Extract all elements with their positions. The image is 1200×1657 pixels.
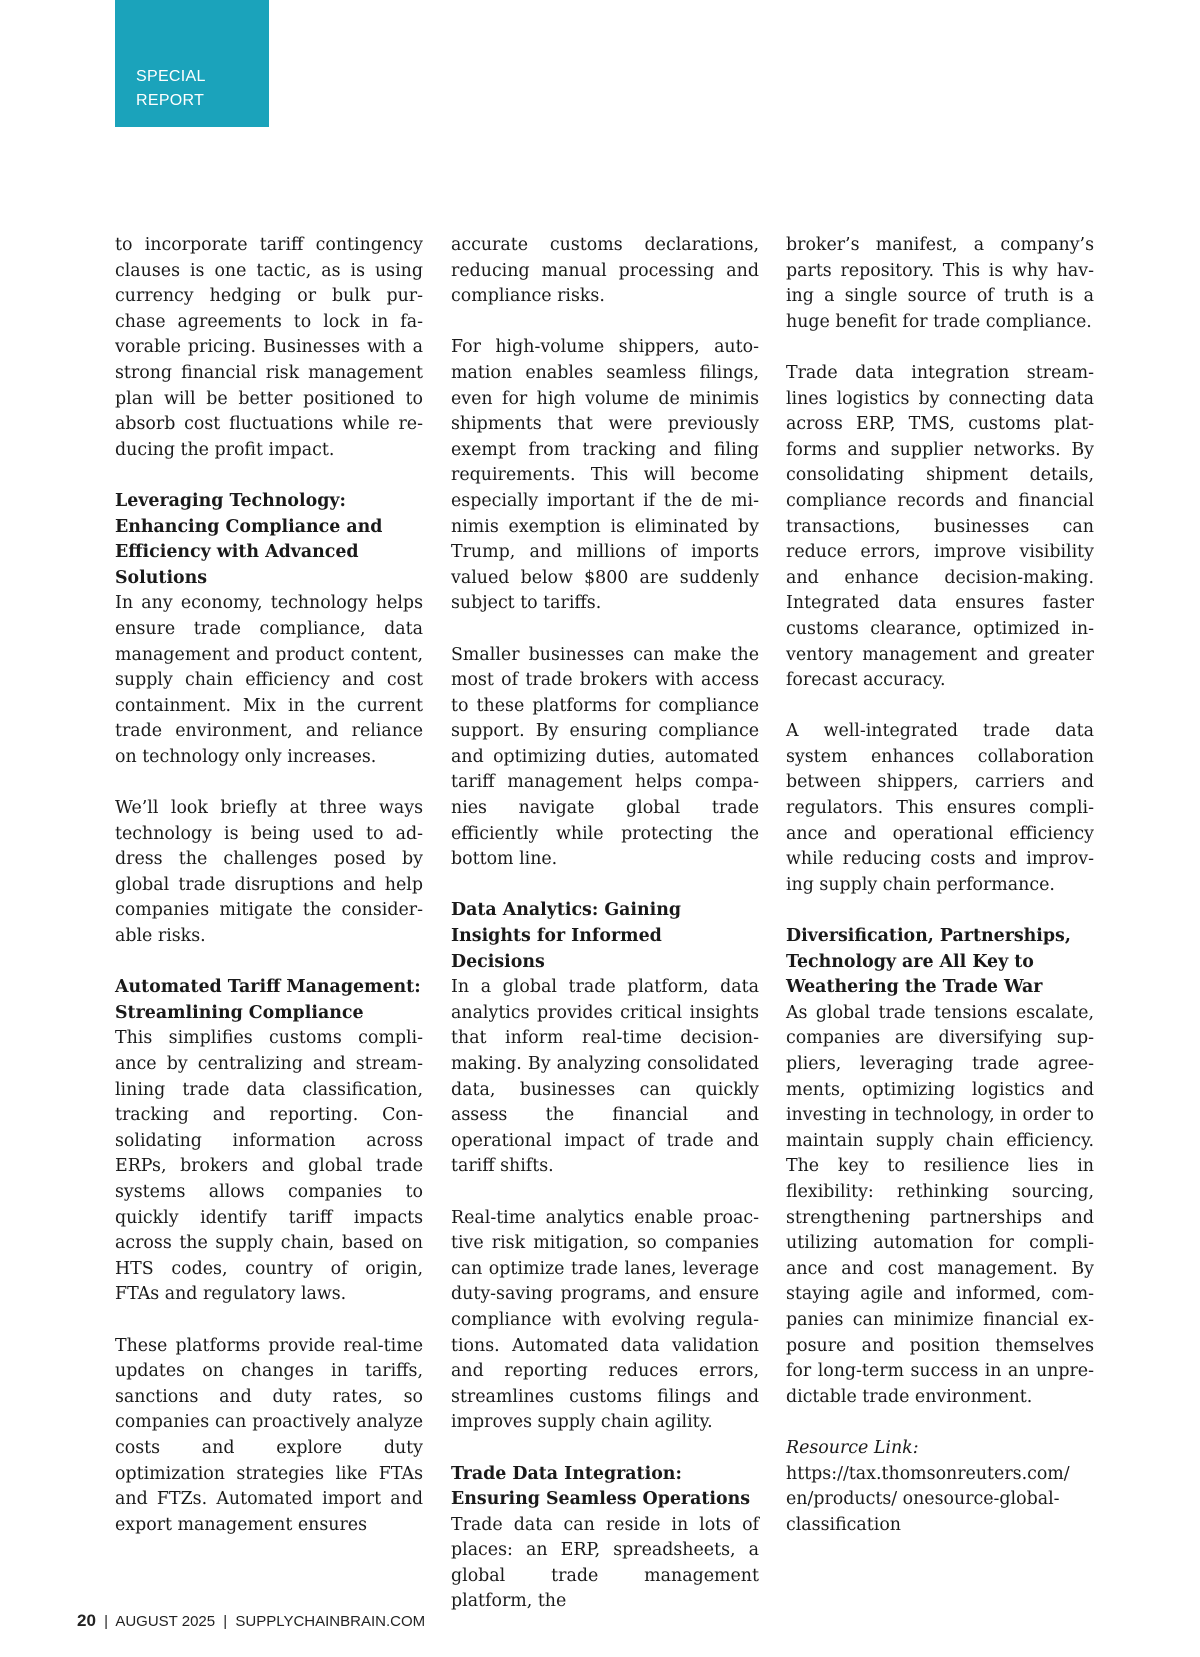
- footer-separator: |: [223, 1613, 228, 1630]
- page-number: 20: [77, 1611, 96, 1630]
- paragraph: Smaller businesses can make the most of trade brokers with access to these platforms for compliance support. By ensuring compliance and optimizing duties, automated tariff management helps companies navigate global trade efficiently while protecting the bottom line.: [451, 644, 759, 870]
- resource-link-label: Resource Link:: [786, 1437, 919, 1458]
- paragraph: Trade data integration streamlines logistics by connecting data across ERP, TMS, customs platforms and supplier networks. By consolidating shipment details, compliance records and financial transactions, businesses can reduce errors, improve visibility and enhance decision-making. Integrated data ensures faster customs clearance, optimized inventory management and greater forecast accuracy.: [786, 362, 1094, 691]
- section-heading: Diversification, Partnerships, Technology are All Key to Weathering the Trade War: [786, 926, 1071, 998]
- section-badge: [115, 0, 269, 127]
- section-heading: Data Analytics: Gaining Insights for Informed Decisions: [451, 900, 682, 972]
- article-column-3: [786, 233, 1094, 1538]
- article-column-2: [451, 233, 759, 1615]
- resource-link-url-line[interactable]: classification: [786, 1514, 902, 1535]
- paragraph: In any economy, technology helps ensure trade compliance, data management and product content, supply chain efficiency and cost containment. Mix in the current trade environment, and reliance on technology only increases.: [115, 593, 423, 767]
- paragraph: As global trade tensions escalate, companies are diversifying suppliers, leveraging trade agreements, optimizing logistics and investing in technology, in order to maintain supply chain efficiency. The key to resilience lies in flexibility: rethinking sourcing, strengthening partnerships and utilizing automation for compliance and cost management. By staying agile and informed, companies can minimize financial exposure and position themselves for long-term success in an unpredictable trade environment.: [786, 1002, 1094, 1407]
- paragraph: For high-volume shippers, automation enables seamless filings, even for high volume de minimis shipments that were previously exempt from tracking and filing requirements. This will become especially important if the de minimis exemption is eliminated by Trump, and millions of imports valued below $800 are suddenly subject to tariffs.: [451, 337, 759, 614]
- paragraph: In a global trade platform, data analytics provides critical insights that inform real-time decision-making. By analyzing consolidated data, businesses can quickly assess the financial and operational impact of trade and tariff shifts.: [451, 977, 759, 1177]
- paragraph: These platforms provide real-time updates on changes in tariffs, sanctions and duty rates, so companies can proactively analyze costs and explore duty optimization strategies like FTAs and FTZs. Automated import and export management ensures: [115, 1335, 423, 1535]
- section-heading: Automated Tariff Management: Streamlining Compliance: [115, 977, 421, 1023]
- footer-separator: |: [104, 1613, 108, 1630]
- issue-date: AUGUST 2025: [115, 1613, 216, 1630]
- site-name: SUPPLYCHAINBRAIN.COM: [235, 1613, 426, 1630]
- badge-line-report: REPORT: [136, 92, 205, 109]
- paragraph: A well-integrated trade data system enhances collaboration between shippers, carriers and regulators. This ensures compliance and operational efficiency while reducing costs and improving supply chain performance.: [786, 721, 1094, 895]
- badge-line-special: SPECIAL: [136, 68, 206, 85]
- section-heading: Leveraging Technology: Enhancing Compliance and Efficiency with Advanced Solutions: [115, 490, 383, 588]
- paragraph: Real-time analytics enable proactive risk mitigation, so companies can optimize trade lanes, leverage duty-saving programs, and ensure compliance with evolving regulations. Automated data validation and reporting reduces errors, streamlines customs filings and improves supply chain agility.: [451, 1207, 759, 1433]
- page-footer: [77, 1611, 425, 1631]
- paragraph: broker’s manifest, a company’s parts repository. This is why having a single source of truth is a huge benefit for trade compliance.: [786, 235, 1094, 332]
- paragraph: to incorporate tariff contingency clauses is one tactic, as is using currency hedging or bulk purchase agreements to lock in favorable pricing. Businesses with a strong financial risk management plan will be better positioned to absorb cost fluctuations while reducing the profit impact.: [115, 235, 423, 460]
- article-column-1: [115, 233, 423, 1538]
- paragraph: Trade data can reside in lots of places: an ERP, spreadsheets, a global trade management platform, the: [451, 1514, 759, 1612]
- resource-link-block: [786, 1436, 1094, 1538]
- section-heading: Trade Data Integration: Ensuring Seamless Operations: [451, 1463, 751, 1510]
- resource-link-url-line[interactable]: en/products/ onesource-global-: [786, 1489, 1060, 1510]
- paragraph: We’ll look briefly at three ways technology is being used to address the challenges posed by global trade disruptions and help companies mitigate the considerable risks.: [115, 798, 423, 947]
- paragraph: This simplifies customs compliance by centralizing and streamlining trade data classification, tracking and reporting. Consolidating information across ERPs, brokers and global trade systems allows companies to quickly identify tariff impacts across the supply chain, based on HTS codes, country of origin, FTAs and regulatory laws.: [115, 1028, 423, 1305]
- paragraph: accurate customs declarations, reducing manual processing and compliance risks.: [451, 235, 759, 307]
- resource-link-url-line[interactable]: https://tax.thomsonreuters.com/: [786, 1463, 1070, 1484]
